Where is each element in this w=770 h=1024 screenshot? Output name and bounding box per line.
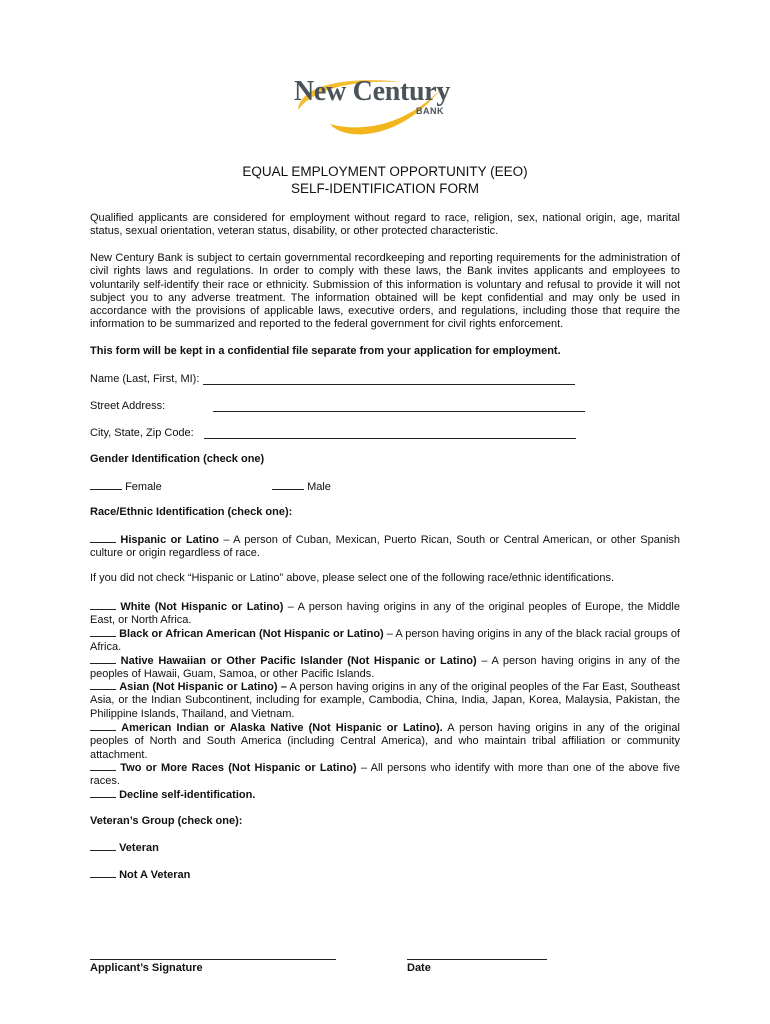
veteran-heading: Veteran’s Group (check one): <box>90 815 243 827</box>
hispanic-description: – A person of Cuban, Mexican, Puerto Rican, South or Central American, or other Spanish culture or origin regardless of race. <box>90 534 681 560</box>
race-option-american-indian <box>90 720 680 762</box>
veteran-option <box>90 840 159 855</box>
two-or-more-label: Two or More Races (Not Hispanic or Latino) <box>120 762 357 774</box>
two-or-more-description: – All persons who identify with more than one of the above five races. <box>90 762 680 788</box>
asian-description: A person having origins in any of the original peoples of the Far East, Southeast Asia, or the Indian Subcontinent, including for example, Cambodia, China, India, Japan, Korea, Malaysia, Pakistan, the Philippine Islands, Thailand, and Vietnam. <box>90 681 680 720</box>
form-title-line2: SELF-IDENTIFICATION FORM <box>291 181 479 196</box>
two-or-more-checkbox[interactable] <box>90 760 116 771</box>
date-line[interactable] <box>407 959 547 960</box>
black-label: Black or African American (Not Hispanic or Latino) <box>119 628 384 640</box>
asian-label: Asian (Not Hispanic or Latino) – <box>119 681 287 693</box>
decline-checkbox[interactable] <box>90 787 116 798</box>
hispanic-checkbox[interactable] <box>90 532 116 543</box>
female-checkbox[interactable] <box>90 479 122 490</box>
race-option-asian <box>90 679 680 721</box>
pacific-checkbox[interactable] <box>90 653 116 664</box>
pacific-label: Native Hawaiian or Other Pacific Islander (Not Hispanic or Latino) <box>120 655 477 667</box>
veteran-label: Veteran <box>119 842 159 854</box>
signature-label: Applicant’s Signature <box>90 962 203 974</box>
decline-label: Decline self-identification. <box>119 789 256 801</box>
black-description: – A person having origins in any of the black racial groups of Africa. <box>90 628 680 654</box>
gender-heading: Gender Identification (check one) <box>90 453 265 465</box>
veteran-checkbox[interactable] <box>90 840 116 851</box>
name-label: Name (Last, First, MI): <box>90 373 200 385</box>
gender-male-option <box>272 479 331 494</box>
race-option-decline <box>90 787 680 802</box>
logo-sub: BANK <box>416 106 444 116</box>
female-label: Female <box>125 481 162 493</box>
not-veteran-label: Not A Veteran <box>119 869 191 881</box>
confidential-notice: This form will be kept in a confidential file separate from your application for employment. <box>90 345 561 357</box>
race-option-pacific <box>90 653 680 682</box>
american-indian-description: A person having origins in any of the original peoples of North and South America (including Central America), and who maintain tribal affiliation or community attachment. <box>90 722 680 761</box>
black-checkbox[interactable] <box>90 626 116 637</box>
american-indian-label: American Indian or Alaska Native (Not Hispanic or Latino). <box>121 722 443 734</box>
race-option-white <box>90 599 680 628</box>
hispanic-label: Hispanic or Latino <box>120 534 219 546</box>
street-label: Street Address: <box>90 400 166 412</box>
date-label: Date <box>407 962 431 974</box>
american-indian-checkbox[interactable] <box>90 720 116 731</box>
race-option-hispanic <box>90 532 680 561</box>
white-label: White (Not Hispanic or Latino) <box>120 601 284 613</box>
male-label: Male <box>307 481 331 493</box>
asian-checkbox[interactable] <box>90 679 116 690</box>
name-field[interactable] <box>203 384 575 385</box>
intro-paragraph: Qualified applicants are considered for employment without regard to race, religion, sex, national origin, age, marital status, sexual orientation, veteran status, disability, or other protected characteristic. <box>90 212 680 238</box>
compliance-paragraph: New Century Bank is subject to certain governmental recordkeeping and reporting requirements for the administration of civil rights laws and regulations. In order to comply with these laws, the Bank invites applicants and employees to voluntarily self-identify their race or ethnicity. Submission of this information is voluntary and refusal to provide it will not subject you to any adverse treatment. The information obtained will be kept confidential and may only be used in accordance with the provisions of applicable laws, executive orders, and regulations, including those that require the information to be summarized and reported to the federal government for civil rights enforcement. <box>90 252 680 331</box>
race-heading: Race/Ethnic Identification (check one): <box>90 506 293 518</box>
bank-logo <box>290 76 475 140</box>
signature-line[interactable] <box>90 959 336 960</box>
logo-name: New Century <box>294 76 451 107</box>
white-description: – A person having origins in any of the original peoples of Europe, the Middle East, or North Africa. <box>90 601 680 627</box>
not-veteran-option <box>90 867 190 882</box>
race-option-black <box>90 626 680 655</box>
form-title-line1: EQUAL EMPLOYMENT OPPORTUNITY (EEO) <box>242 164 528 179</box>
not-veteran-checkbox[interactable] <box>90 867 116 878</box>
white-checkbox[interactable] <box>90 599 116 610</box>
pacific-description: – A person having origins in any of the peoples of Hawaii, Guam, Samoa, or other Pacific Islands. <box>90 655 680 681</box>
street-field[interactable] <box>213 411 585 412</box>
city-label: City, State, Zip Code: <box>90 427 194 439</box>
race-option-two-or-more <box>90 760 680 789</box>
male-checkbox[interactable] <box>272 479 304 490</box>
gender-female-option <box>90 479 162 494</box>
city-field[interactable] <box>204 438 576 439</box>
race-instruction: If you did not check “Hispanic or Latino” above, please select one of the following race/ethnic identifications. <box>90 572 615 584</box>
